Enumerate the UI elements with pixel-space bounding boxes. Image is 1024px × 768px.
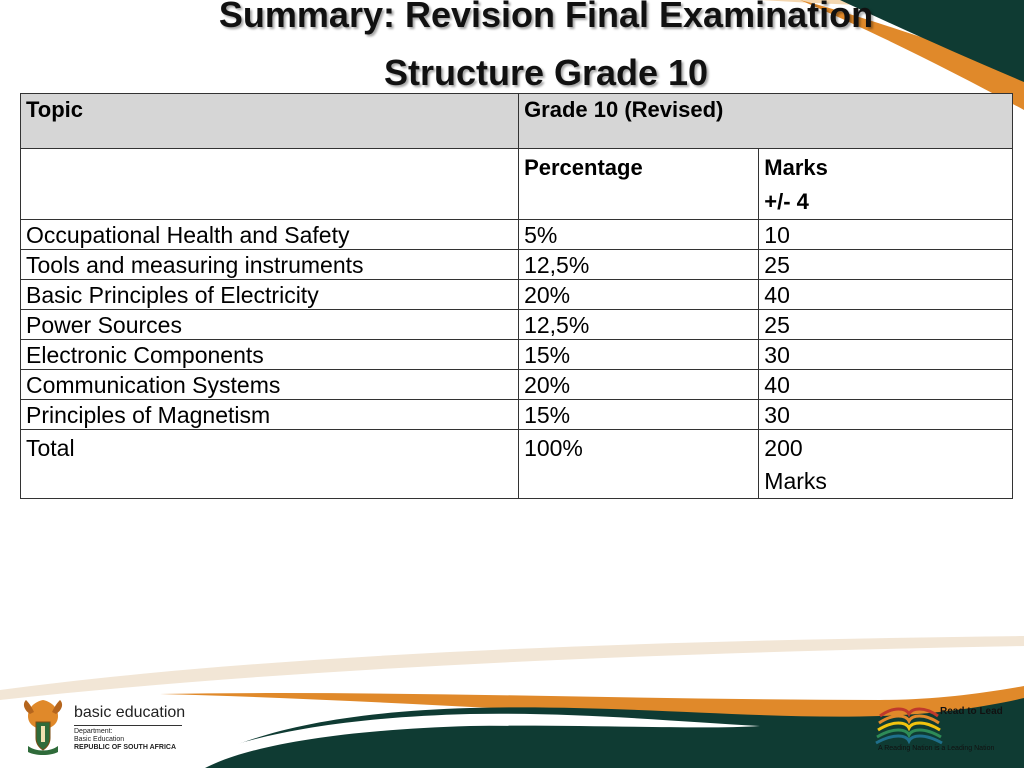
total-marks-line-1: 200 — [764, 435, 803, 461]
row-topic: Principles of Magnetism — [21, 400, 519, 430]
bottom-swoosh-light — [0, 636, 1024, 700]
table-row — [21, 370, 1013, 400]
department-full-name: Basic Education — [74, 736, 125, 743]
table-row — [21, 310, 1013, 340]
row-marks: 10 — [759, 220, 1013, 250]
row-percentage: 12,5% — [519, 310, 759, 340]
subheader-marks-line-2: +/- 4 — [764, 189, 809, 214]
coat-of-arms-icon — [20, 696, 66, 756]
country-name: REPUBLIC OF SOUTH AFRICA — [74, 744, 177, 751]
row-topic: Basic Principles of Electricity — [21, 280, 519, 310]
table-row — [21, 250, 1013, 280]
subheader-percentage: Percentage — [519, 149, 759, 220]
department-divider — [74, 725, 182, 726]
row-percentage: 20% — [519, 280, 759, 310]
table-row — [21, 280, 1013, 310]
row-marks: 25 — [759, 250, 1013, 280]
exam-structure-table — [20, 93, 1013, 499]
row-topic: Power Sources — [21, 310, 519, 340]
row-percentage: 5% — [519, 220, 759, 250]
slide-title-line-1: Summary: Revision Final Examination — [218, 0, 874, 35]
read-to-lead-title: Read to Lead — [940, 706, 1003, 717]
total-marks — [759, 430, 1013, 499]
table-total-row — [21, 430, 1013, 499]
department-details — [74, 728, 176, 752]
row-topic: Communication Systems — [21, 370, 519, 400]
subheader-topic — [21, 149, 519, 220]
table-subheader-row — [21, 149, 1013, 220]
header-grade: Grade 10 (Revised) — [519, 94, 1013, 149]
read-to-lead-tagline: A Reading Nation is a Leading Nation — [878, 745, 995, 752]
department-name: basic education — [74, 704, 186, 721]
basic-education-logo — [20, 696, 260, 758]
row-percentage: 20% — [519, 370, 759, 400]
slide-title — [0, 0, 1024, 102]
subheader-marks — [759, 149, 1013, 220]
read-to-lead-logo — [874, 700, 1014, 760]
row-percentage: 15% — [519, 340, 759, 370]
table-row — [21, 220, 1013, 250]
table-row — [21, 340, 1013, 370]
total-percentage: 100% — [519, 430, 759, 499]
table-header-row — [21, 94, 1013, 149]
row-percentage: 15% — [519, 400, 759, 430]
row-marks: 25 — [759, 310, 1013, 340]
table-row — [21, 400, 1013, 430]
row-topic: Electronic Components — [21, 340, 519, 370]
row-percentage: 12,5% — [519, 250, 759, 280]
row-marks: 30 — [759, 340, 1013, 370]
row-topic: Tools and measuring instruments — [21, 250, 519, 280]
subheader-marks-line-1: Marks — [764, 155, 828, 180]
row-marks: 30 — [759, 400, 1013, 430]
total-topic: Total — [21, 430, 519, 499]
row-topic: Occupational Health and Safety — [21, 220, 519, 250]
header-topic: Topic — [21, 94, 519, 149]
open-book-icon — [874, 700, 944, 746]
row-marks: 40 — [759, 370, 1013, 400]
department-label: Department: — [74, 728, 113, 735]
slide-title-line-2: Structure Grade 10 — [383, 52, 709, 93]
total-marks-line-2: Marks — [764, 468, 827, 494]
row-marks: 40 — [759, 280, 1013, 310]
